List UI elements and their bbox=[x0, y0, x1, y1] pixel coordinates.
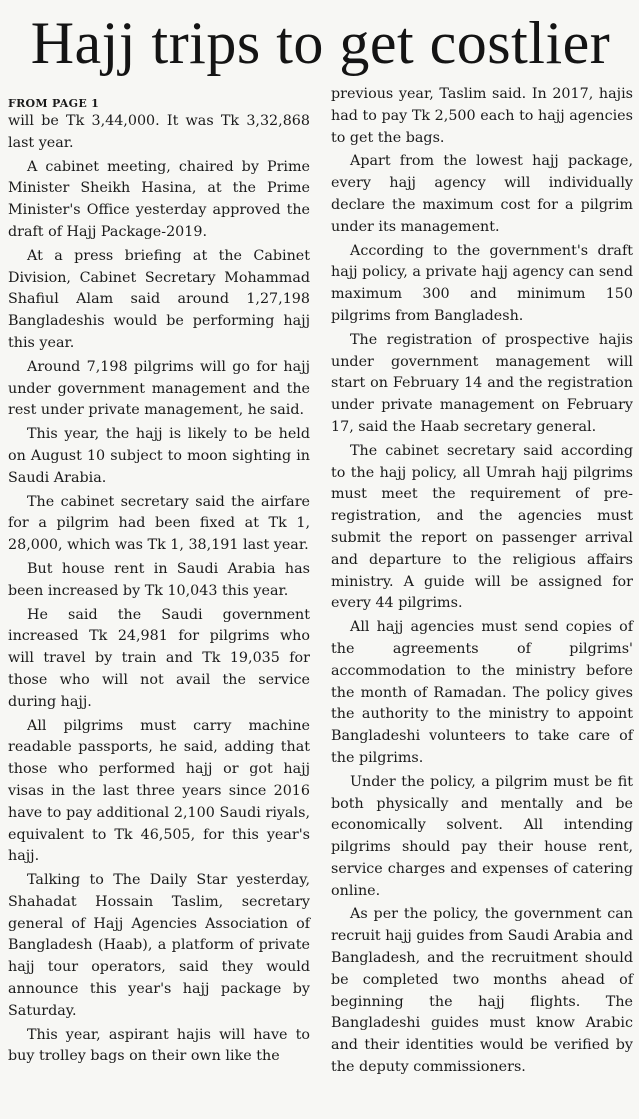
paragraph: Talking to The Daily Star yesterday, Shahadat Hossain Taslim, secretary general of Hajj Agencies Association of Bangladesh (Haab), a platform of private hajj tour operators, said they would announce this year's hajj package by Saturday. bbox=[8, 872, 310, 1019]
paragraph: But house rent in Saudi Arabia has been increased by Tk 10,043 this year. bbox=[8, 560, 310, 599]
paragraph: At a press briefing at the Cabinet Division, Cabinet Secretary Mohammad Shafiul Alam said around 1,27,198 Bangladeshis would be performing hajj this year. bbox=[8, 247, 310, 351]
paragraph: This year, the hajj is likely to be held on August 10 subject to moon sighting in Saudi Arabia. bbox=[8, 426, 310, 486]
paragraph: A cabinet meeting, chaired by Prime Minister Sheikh Hasina, at the Prime Minister's Office yesterday approved the draft of Hajj Package-2019. bbox=[8, 158, 310, 240]
paragraph: This year, aspirant hajis will have to buy trolley bags on their own like the bbox=[8, 1026, 310, 1065]
column-left bbox=[8, 86, 310, 1081]
paragraph: The cabinet secretary said the airfare for a pilgrim had been fixed at Tk 1, 28,000, which was Tk 1, 38,191 last year. bbox=[8, 493, 310, 554]
paragraph: The cabinet secretary said according to the hajj policy, all Umrah hajj pilgrims must meet the requirement of pre-registration, and the agencies must submit the report on passenger arrival and departure to the religious affairs ministry. A guide will be assigned for every 44 pilgrims. bbox=[331, 442, 633, 612]
headline: Hajj trips to get costlier bbox=[30, 10, 611, 76]
paragraph: Around 7,198 pilgrims will go for hajj under government management and the rest under private management, he said. bbox=[8, 358, 310, 419]
paragraph: will be Tk 3,44,000. It was Tk 3,32,868 last year. bbox=[8, 113, 310, 151]
paragraph: Apart from the lowest hajj package, every hajj agency will individually declare the maximum cost for a pilgrim under its management. bbox=[331, 153, 633, 235]
paragraph: As per the policy, the government can recruit hajj guides from Saudi Arabia and Bangladesh, and the recruitment should be completed two months ahead of beginning the hajj flights. The Bangladeshi guides must know Arabic and their identities would be verified by the deputy commissioners. bbox=[331, 906, 633, 1076]
paragraph: The registration of prospective hajis under government management will start on February 14 and the registration under private management on February 17, said the Haab secretary general. bbox=[331, 331, 633, 435]
paragraph: According to the government's draft hajj policy, a private hajj agency can send maximum 300 and minimum 150 pilgrims from Bangladesh. bbox=[331, 242, 633, 324]
paragraph: He said the Saudi government increased Tk 24,981 for pilgrims who will travel by train and Tk 19,035 for those who will not avail the service during hajj. bbox=[8, 606, 310, 710]
column-right bbox=[331, 84, 633, 1081]
paragraph: All pilgrims must carry machine readable passports, he said, adding that those who performed hajj or got hajj visas in the last three years since 2016 have to pay additional 2,100 Saudi riyals, equivalent to Tk 46,505, for this year's hajj. bbox=[8, 717, 310, 865]
article-body bbox=[8, 86, 633, 1081]
paragraph: Under the policy, a pilgrim must be fit both physically and mentally and be economically solvent. All intending pilgrims should pay their house rent, service charges and expenses of catering online. bbox=[331, 773, 633, 899]
paragraph: All hajj agencies must send copies of the agreements of pilgrims' accommodation to the ministry before the month of Ramadan. The policy gives the authority to the ministry to appoint Bangladeshi volunteers to take care of the pilgrims. bbox=[331, 619, 633, 766]
continuation-kicker: FROM PAGE 1 bbox=[8, 97, 100, 110]
paragraph: previous year, Taslim said. In 2017, hajis had to pay Tk 2,500 each to hajj agencies to get the bags. bbox=[331, 86, 633, 146]
